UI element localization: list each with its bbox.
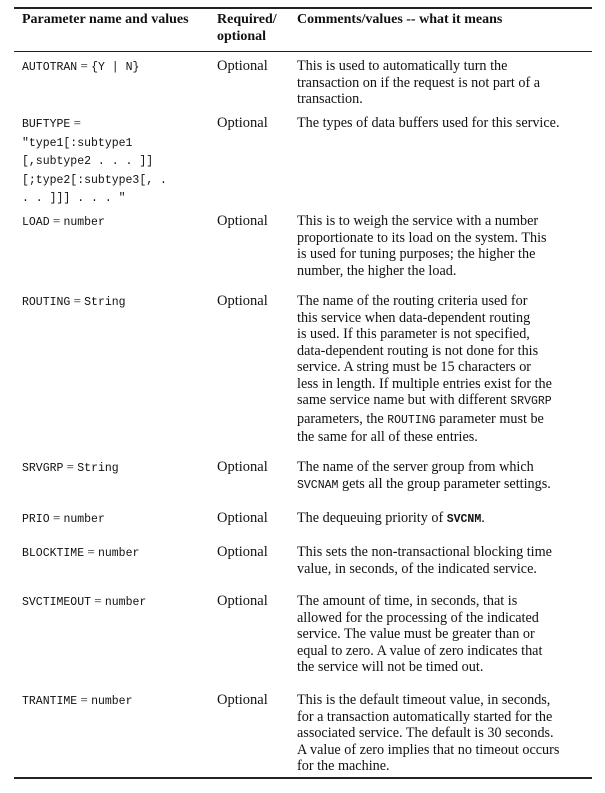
text: The name of the routing criteria used for [297, 293, 528, 309]
parameter-name [22, 115, 167, 208]
description-line [297, 709, 559, 726]
text: the service will not be timed out. [297, 659, 484, 675]
description-line [297, 643, 542, 660]
code-text: AUTOTRAN [22, 61, 78, 74]
text: = [63, 459, 78, 474]
parameter-name [22, 544, 139, 563]
code-text: {Y | N} [91, 61, 140, 74]
required-optional: Optional [217, 692, 268, 708]
text: The name of the server group from which [297, 459, 534, 475]
required-optional: Optional [217, 593, 268, 609]
description-line [297, 343, 552, 360]
text: allowed for the processing of the indicated [297, 609, 539, 626]
required-optional: Optional [217, 58, 268, 74]
text: transaction. [297, 91, 363, 107]
header-required-line2: optional [217, 29, 267, 44]
description-line [297, 376, 552, 393]
description-line [297, 593, 542, 610]
description [297, 692, 559, 775]
description [297, 213, 547, 279]
table-bottom-rule [14, 777, 592, 779]
header-comments: Comments/values -- what it means [297, 12, 503, 27]
text: This is the default timeout value, in seconds, [297, 692, 551, 708]
description [297, 58, 540, 108]
parameter-name [22, 692, 132, 711]
text: = [70, 293, 85, 308]
code-text: ROUTING [387, 413, 436, 427]
description-line [297, 293, 552, 310]
text: is used. If this parameter is not specified, [297, 326, 530, 342]
description-line [297, 230, 547, 247]
header-required [217, 11, 277, 45]
description-line [297, 58, 540, 75]
description-line [297, 692, 559, 709]
text: this service when data-dependent routing [297, 309, 531, 326]
text: = [49, 510, 64, 525]
description-line [297, 429, 552, 446]
text: service. A string must be 15 characters or [297, 359, 532, 375]
description-line [297, 758, 559, 775]
required-optional: Optional [217, 510, 268, 526]
code-text: number [91, 695, 133, 708]
code-text: SVCNAM [297, 478, 339, 492]
required-optional: Optional [217, 459, 268, 475]
text: The types of data buffers used for this service. [297, 115, 560, 131]
description-line [297, 411, 552, 430]
description-line [297, 75, 540, 92]
text: equal to zero. A value of zero indicates that [297, 642, 543, 659]
text: The dequeuing priority of [297, 510, 447, 526]
description [297, 293, 552, 446]
description [297, 544, 552, 577]
description-line [297, 725, 559, 742]
description-line [297, 115, 560, 132]
text: same service name but with different [297, 392, 511, 408]
code-text: String [77, 462, 119, 475]
header-rule [14, 51, 592, 52]
header-required-line1: Required/ [217, 12, 277, 27]
code-text: number [104, 596, 147, 609]
description [297, 115, 560, 132]
description-line [297, 263, 547, 280]
description-line [297, 310, 552, 327]
text: = [77, 58, 92, 73]
description-line [297, 392, 552, 411]
header-parameter: Parameter name and values [22, 12, 189, 27]
description-line [297, 510, 485, 529]
text: parameters, the [297, 410, 388, 427]
code-text: TRANTIME [22, 695, 78, 708]
text: for a transaction automatically started for the [297, 708, 553, 725]
parameter-name [22, 510, 105, 529]
text: This sets the non-transactional blocking time [297, 544, 552, 560]
code-text: BLOCKTIME [22, 547, 85, 560]
description-line [297, 326, 552, 343]
description-line [297, 459, 551, 476]
text: associated service. The default is 30 seconds. [297, 725, 554, 741]
description-line [297, 359, 552, 376]
text: = [91, 593, 105, 608]
code-text: SRVGRP [22, 462, 64, 475]
required-optional: Optional [217, 544, 268, 560]
parameter-name [22, 213, 105, 232]
description-line [297, 544, 552, 561]
description-line [297, 246, 547, 263]
text: for the machine. [297, 758, 390, 774]
description-line [297, 659, 542, 676]
description [297, 593, 542, 676]
description-line [297, 610, 542, 627]
code-text: LOAD [22, 216, 50, 229]
description-line [297, 213, 547, 230]
parameter-name [22, 58, 139, 77]
code-text: PRIO [22, 513, 50, 526]
code-text: String [84, 296, 126, 309]
code-text: BUFTYPE [22, 118, 71, 131]
table-top-rule [14, 7, 592, 9]
text: = [49, 213, 64, 228]
code-text: number [97, 547, 140, 560]
code-text: ROUTING [22, 296, 71, 309]
description-line [297, 561, 552, 578]
text: service. The value must be greater than or [297, 626, 535, 642]
text: = [70, 115, 81, 130]
required-optional: Optional [217, 293, 268, 309]
text: value, in seconds, of the indicated service. [297, 560, 537, 577]
text: = [84, 544, 98, 559]
text: number, the higher the load. [297, 262, 457, 279]
parameter-name [22, 593, 146, 612]
code-text: SVCNM [446, 513, 482, 526]
text: The amount of time, in seconds, that is [297, 593, 518, 609]
text: This is to weigh the service with a number [297, 213, 539, 229]
parameter-name [22, 459, 119, 478]
text: . [481, 510, 485, 526]
text: This is used to automatically turn the [297, 58, 508, 74]
description [297, 459, 551, 494]
description-line [297, 742, 559, 759]
description-line [297, 626, 542, 643]
description-line [297, 91, 540, 108]
text: the same for all of these entries. [297, 429, 478, 445]
text: is used for tuning purposes; the higher the [297, 246, 536, 262]
text: transaction on if the request is not part of a [297, 74, 541, 91]
code-text: SRVGRP [510, 395, 552, 408]
description-line [297, 476, 551, 495]
description [297, 510, 485, 529]
code-text: "type1[:subtype1 [,subtype2 . . . ]] [;type2[:subtype3[, . . . ]]] . . . " [22, 136, 167, 205]
text: = [77, 692, 92, 707]
text: A value of zero implies that no timeout occurs [297, 741, 560, 758]
text: parameter must be [435, 410, 544, 427]
text: proportionate to its load on the system. This [297, 229, 547, 246]
parameter-name [22, 293, 126, 312]
code-text: number [63, 216, 105, 229]
text: gets all the group parameter settings. [338, 475, 551, 492]
code-text: SVCTIMEOUT [22, 596, 92, 609]
required-optional: Optional [217, 213, 268, 229]
text: data-dependent routing is not done for this [297, 342, 539, 359]
required-optional: Optional [217, 115, 268, 131]
code-text: number [63, 513, 105, 526]
text: less in length. If multiple entries exist for the [297, 375, 552, 392]
